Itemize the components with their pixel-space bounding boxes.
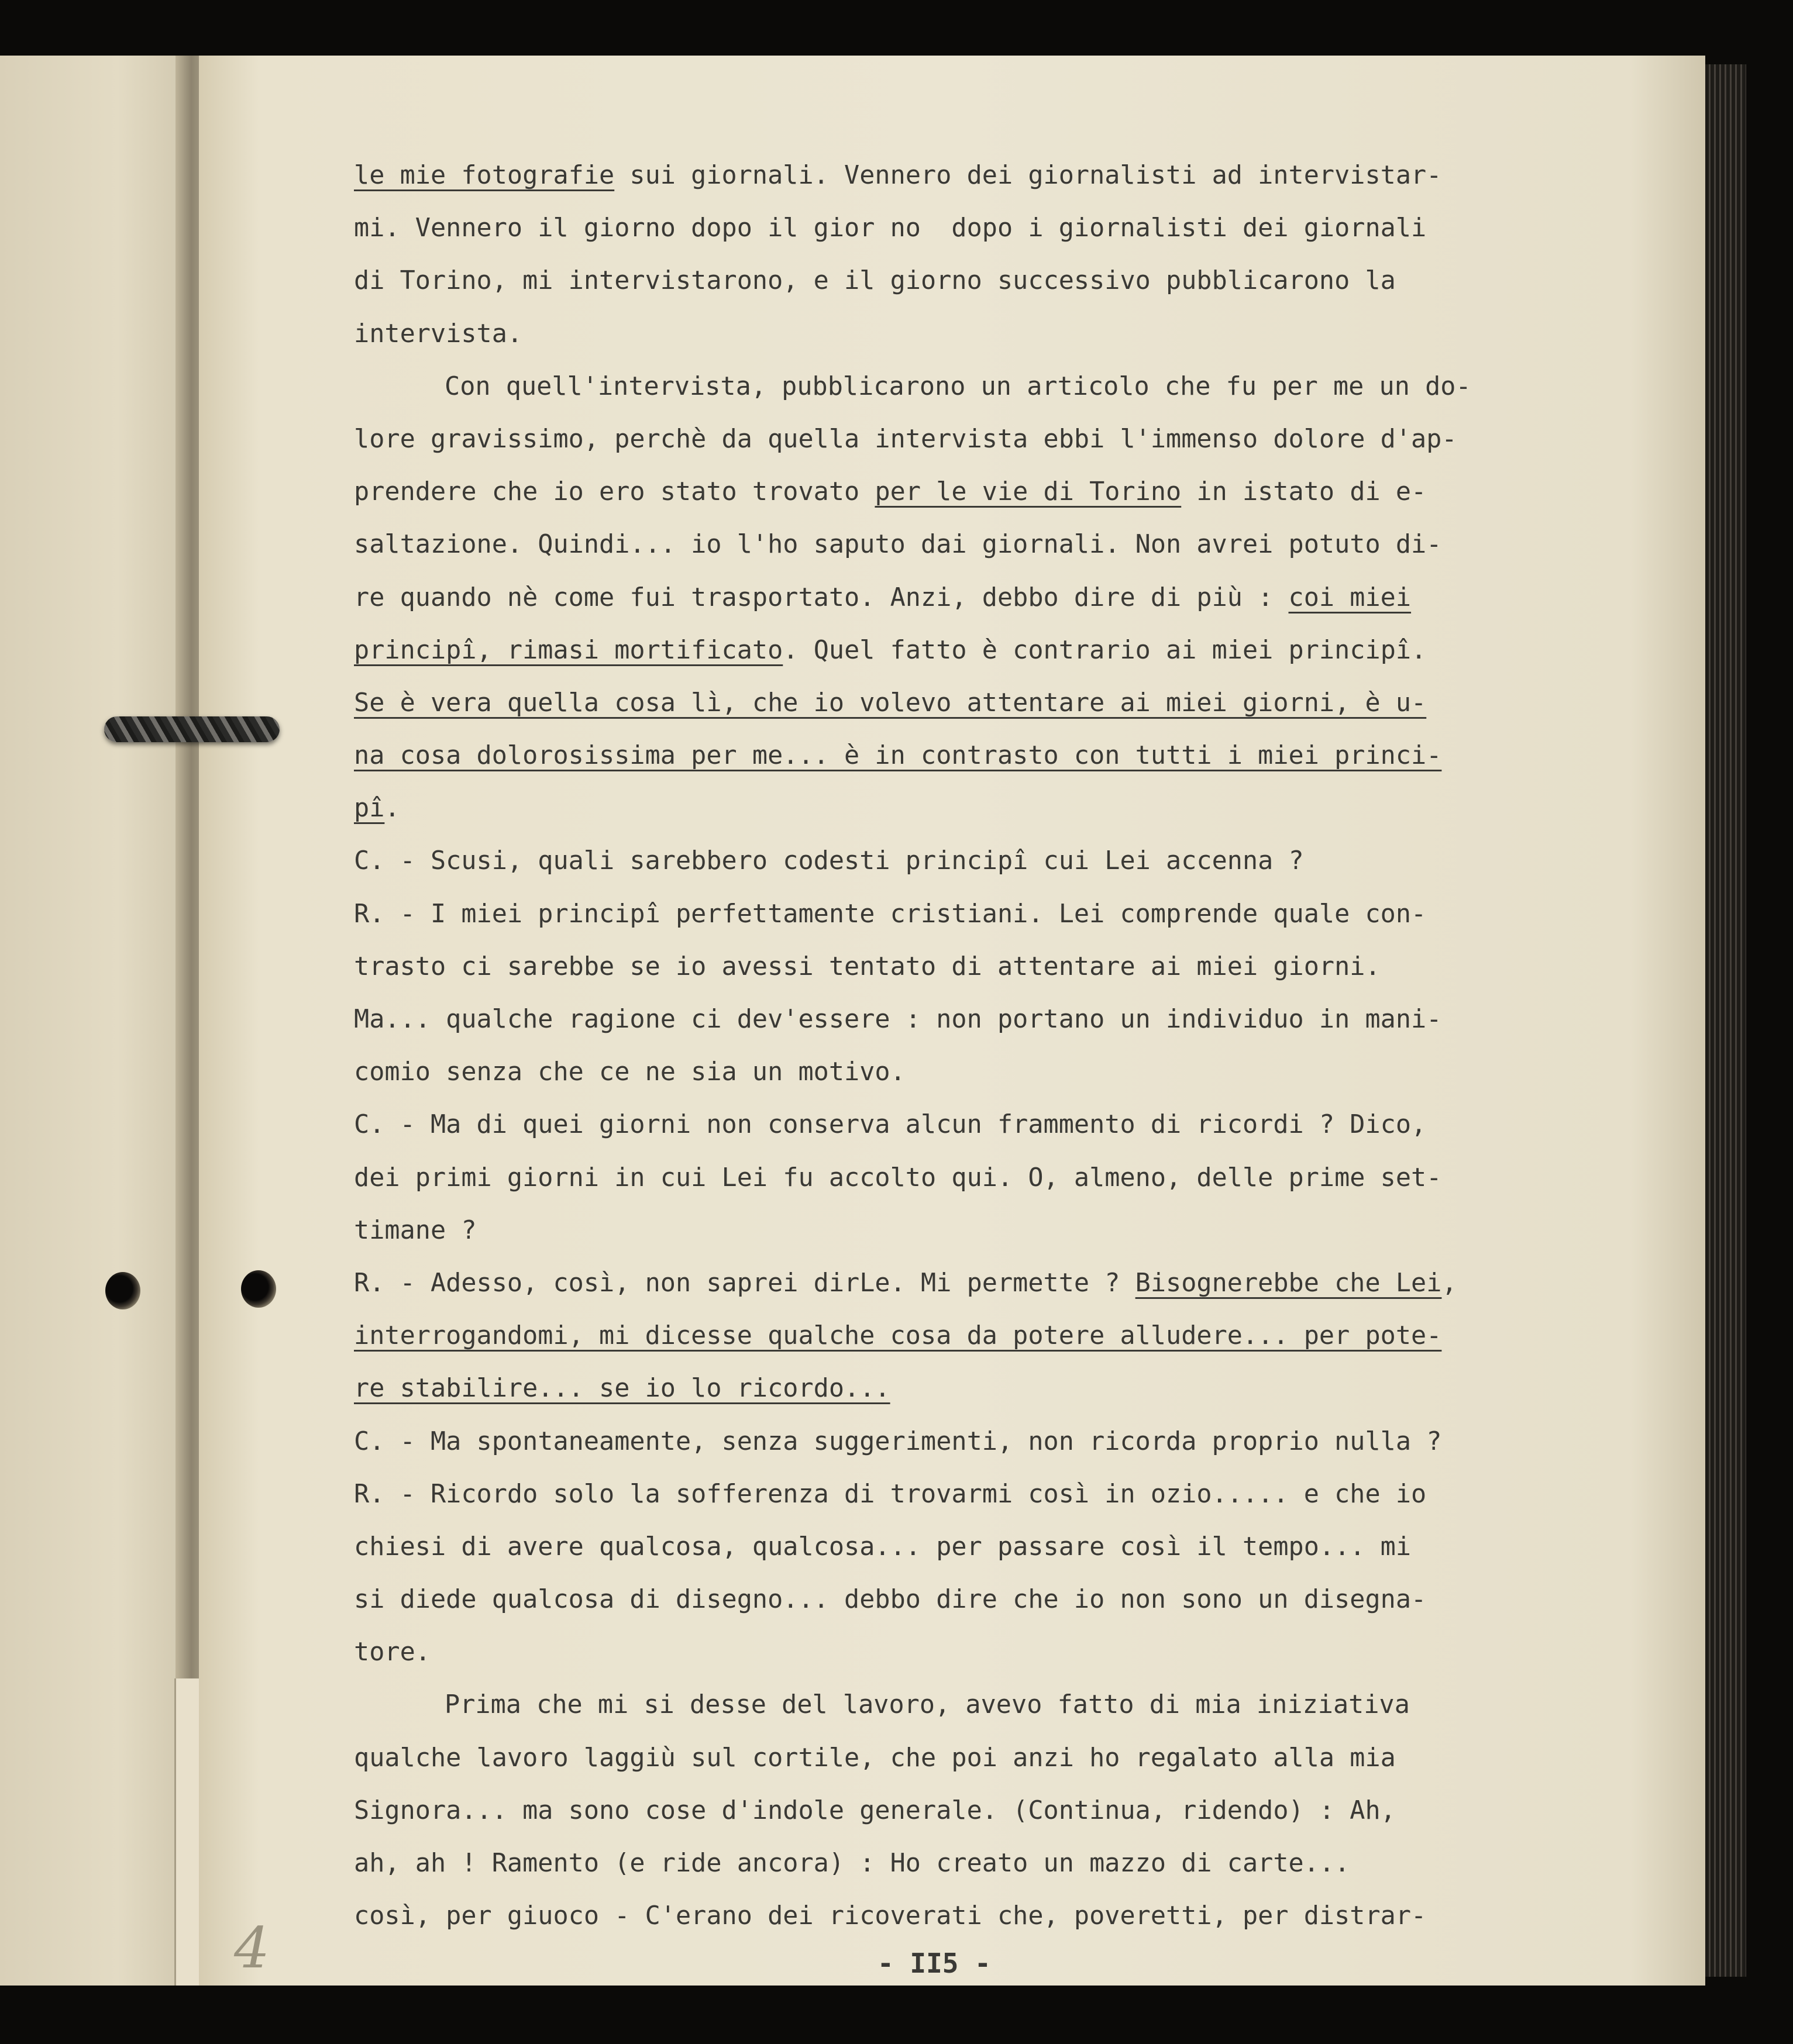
text-line [354, 1204, 1641, 1257]
text-segment: C. - Ma di quei giorni non conserva alcun frammento di ricordi ? Dico, [354, 1110, 1427, 1140]
text-segment: qualche lavoro laggiù sul cortile, che poi anzi ho regalato alla mia [354, 1743, 1396, 1773]
text-line [354, 993, 1641, 1046]
binding-cord [104, 716, 280, 742]
text-segment: Ma... qualche ragione ci dev'essere : non portano un individuo in mani- [354, 1005, 1442, 1034]
text-line [354, 1890, 1641, 1942]
text-segment: ah, ah ! Ramento (e ride ancora) : Ho creato un mazzo di carte... [354, 1849, 1350, 1878]
text-line [354, 149, 1641, 202]
page-tab-strip [174, 1678, 199, 1986]
underlined-text: pî [354, 794, 385, 823]
underlined-text: Se è vera quella cosa lì, che io volevo attentare ai miei giorni, è u- [354, 688, 1427, 718]
text-segment: timane ? [354, 1215, 477, 1245]
text-line [354, 1152, 1641, 1204]
text-line [354, 360, 1641, 413]
text-line [354, 1678, 1641, 1731]
text-line [354, 729, 1641, 782]
text-segment: . [384, 794, 400, 823]
text-segment: C. - Ma spontaneamente, senza suggerimenti, non ricorda proprio nulla ? [354, 1426, 1442, 1456]
binder-hole-right [241, 1270, 276, 1308]
text-line [354, 571, 1641, 624]
text-segment: Signora... ma sono cose d'indole generale. (Continua, ridendo) : Ah, [354, 1795, 1396, 1825]
text-segment: comio senza che ce ne sia un motivo. [354, 1057, 906, 1087]
text-segment: chiesi di avere qualcosa, qualcosa... per passare così il tempo... mi [354, 1532, 1412, 1562]
page-number: - II5 - [877, 1948, 991, 1979]
underlined-text: interrogandomi, mi dicesse qualche cosa da potere alludere... per pote- [354, 1321, 1442, 1351]
text-line [354, 466, 1641, 518]
text-line [354, 202, 1641, 254]
text-line [354, 782, 1641, 835]
text-segment: in istato di e- [1181, 477, 1427, 507]
text-line [354, 1573, 1641, 1626]
text-line [354, 624, 1641, 677]
text-line [354, 1362, 1641, 1415]
text-segment: Prima che mi si desse del lavoro, avevo fatto di mia iniziativa [445, 1690, 1410, 1720]
text-line [354, 413, 1641, 466]
text-line [354, 677, 1641, 729]
text-line [354, 1626, 1641, 1678]
text-line [354, 308, 1641, 360]
text-line [354, 1837, 1641, 1890]
text-line [354, 1415, 1641, 1468]
text-segment: mi. Vennero il giorno dopo il gior no dopo i giornalisti dei giornali [354, 213, 1427, 243]
text-segment: saltazione. Quindi... io l'ho saputo dai giornali. Non avrei potuto di- [354, 530, 1442, 560]
text-segment: così, per giuoco - C'erano dei ricoverati che, poveretti, per distrar- [354, 1901, 1427, 1931]
left-page [0, 56, 196, 1986]
text-line [354, 1521, 1641, 1573]
text-line [354, 518, 1641, 571]
text-line [354, 1732, 1641, 1784]
text-segment: sui giornali. Vennero dei giornalisti ad intervistar- [614, 161, 1442, 190]
text-segment: . Quel fatto è contrario ai miei principî. [783, 635, 1427, 665]
text-segment: R. - Ricordo solo la sofferenza di trovarmi così in ozio..... e che io [354, 1479, 1427, 1509]
typed-text-body [354, 149, 1641, 1942]
underlined-text: per le vie di Torino [875, 477, 1182, 507]
underlined-text: na cosa dolorosissima per me... è in contrasto con tutti i miei princi- [354, 741, 1442, 771]
text-segment: trasto ci sarebbe se io avessi tentato di attentare ai miei giorni. [354, 952, 1381, 981]
text-line [354, 254, 1641, 307]
text-line [354, 1257, 1641, 1309]
underlined-text: Bisognerebbe che Lei [1135, 1268, 1442, 1298]
text-segment: lore gravissimo, perchè da quella intervista ebbi l'immenso dolore d'ap- [354, 424, 1457, 454]
underlined-text: principî, rimasi mortificato [354, 635, 783, 665]
text-line [354, 1046, 1641, 1098]
text-segment: Con quell'intervista, pubblicarono un articolo che fu per me un do- [445, 371, 1471, 401]
text-segment: C. - Scusi, quali sarebbero codesti principî cui Lei accenna ? [354, 846, 1304, 876]
underlined-text: le mie fotografie [354, 161, 615, 190]
page-edges [1705, 64, 1746, 1977]
underlined-text: re stabilire... se io lo ricordo... [354, 1374, 890, 1404]
text-line [354, 1098, 1641, 1151]
text-segment: re quando nè come fui trasportato. Anzi, debbo dire di più : [354, 582, 1289, 612]
text-segment: R. - Adesso, così, non saprei dirLe. Mi permette ? [354, 1268, 1135, 1298]
text-segment: di Torino, mi intervistarono, e il giorno successivo pubblicarono la [354, 266, 1396, 296]
text-line [354, 1784, 1641, 1837]
text-line [354, 835, 1641, 887]
text-segment: R. - I miei principî perfettamente cristiani. Lei comprende quale con- [354, 899, 1427, 929]
text-line [354, 1309, 1641, 1362]
text-line [354, 1468, 1641, 1521]
text-segment: tore. [354, 1638, 431, 1667]
text-segment: intervista. [354, 319, 523, 349]
text-line [354, 888, 1641, 940]
handwritten-page-mark: 4 [234, 1915, 270, 1981]
text-line [354, 940, 1641, 993]
text-segment: prendere che io ero stato trovato [354, 477, 875, 507]
text-segment: si diede qualcosa di disegno... debbo dire che io non sono un disegna- [354, 1585, 1427, 1615]
text-segment: dei primi giorni in cui Lei fu accolto qui. O, almeno, delle prime set- [354, 1163, 1442, 1192]
text-segment: , [1441, 1268, 1457, 1298]
underlined-text: coi miei [1288, 582, 1412, 612]
binder-hole-left [105, 1272, 140, 1309]
